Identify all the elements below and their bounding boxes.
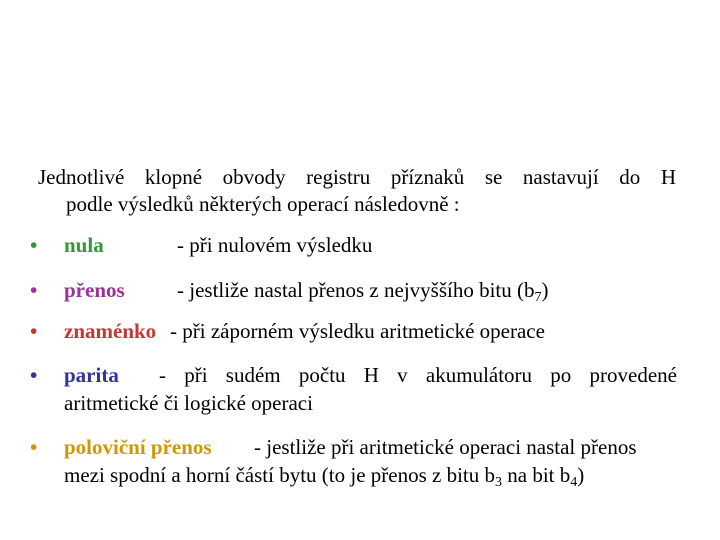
desc-znamenko: - při záporném výsledku aritmetické operace bbox=[170, 319, 545, 343]
desc-nula: - při nulovém výsledku bbox=[177, 233, 373, 257]
bullet-icon: • bbox=[30, 319, 38, 343]
term-prenos: přenos bbox=[64, 278, 125, 302]
line2-sub-1: 3 bbox=[495, 475, 502, 490]
bullet-icon: • bbox=[30, 363, 38, 387]
intro-line-2: podle výsledků některých operací následovně : bbox=[66, 192, 460, 216]
desc-prenos bbox=[177, 277, 549, 304]
bullet-icon: • bbox=[30, 435, 38, 459]
desc-parita-line-2: aritmetické či logické operaci bbox=[64, 391, 313, 415]
desc-polovicni-prenos-line-1: - jestliže při aritmetické operaci nastal přenos bbox=[254, 435, 637, 459]
desc-prenos-text: - jestliže nastal přenos z nejvyššího bitu (b bbox=[177, 278, 535, 302]
line2-text-b: na bit b bbox=[502, 463, 571, 487]
desc-prenos-close: ) bbox=[541, 278, 549, 302]
bullet-icon: • bbox=[30, 233, 38, 257]
term-znamenko: znaménko bbox=[64, 319, 157, 343]
line2-text-a: mezi spodní a horní částí bytu (to je přenos z bitu b bbox=[64, 463, 495, 487]
line2-text-c: ) bbox=[577, 463, 585, 487]
desc-polovicni-prenos-line-2 bbox=[64, 462, 584, 489]
desc-parita-line-1: - při sudém počtu H v akumulátoru po provedené bbox=[159, 363, 677, 387]
term-polovicni-prenos: poloviční přenos bbox=[64, 435, 212, 459]
line2-sub-2: 4 bbox=[570, 475, 578, 490]
term-nula: nula bbox=[64, 233, 104, 257]
term-parita: parita bbox=[64, 363, 119, 387]
bullet-icon: • bbox=[30, 278, 38, 302]
intro-line-1: Jednotlivé klopné obvody registru příznaků se nastavují do H bbox=[38, 165, 676, 189]
desc-prenos-sub: 7 bbox=[534, 290, 542, 305]
